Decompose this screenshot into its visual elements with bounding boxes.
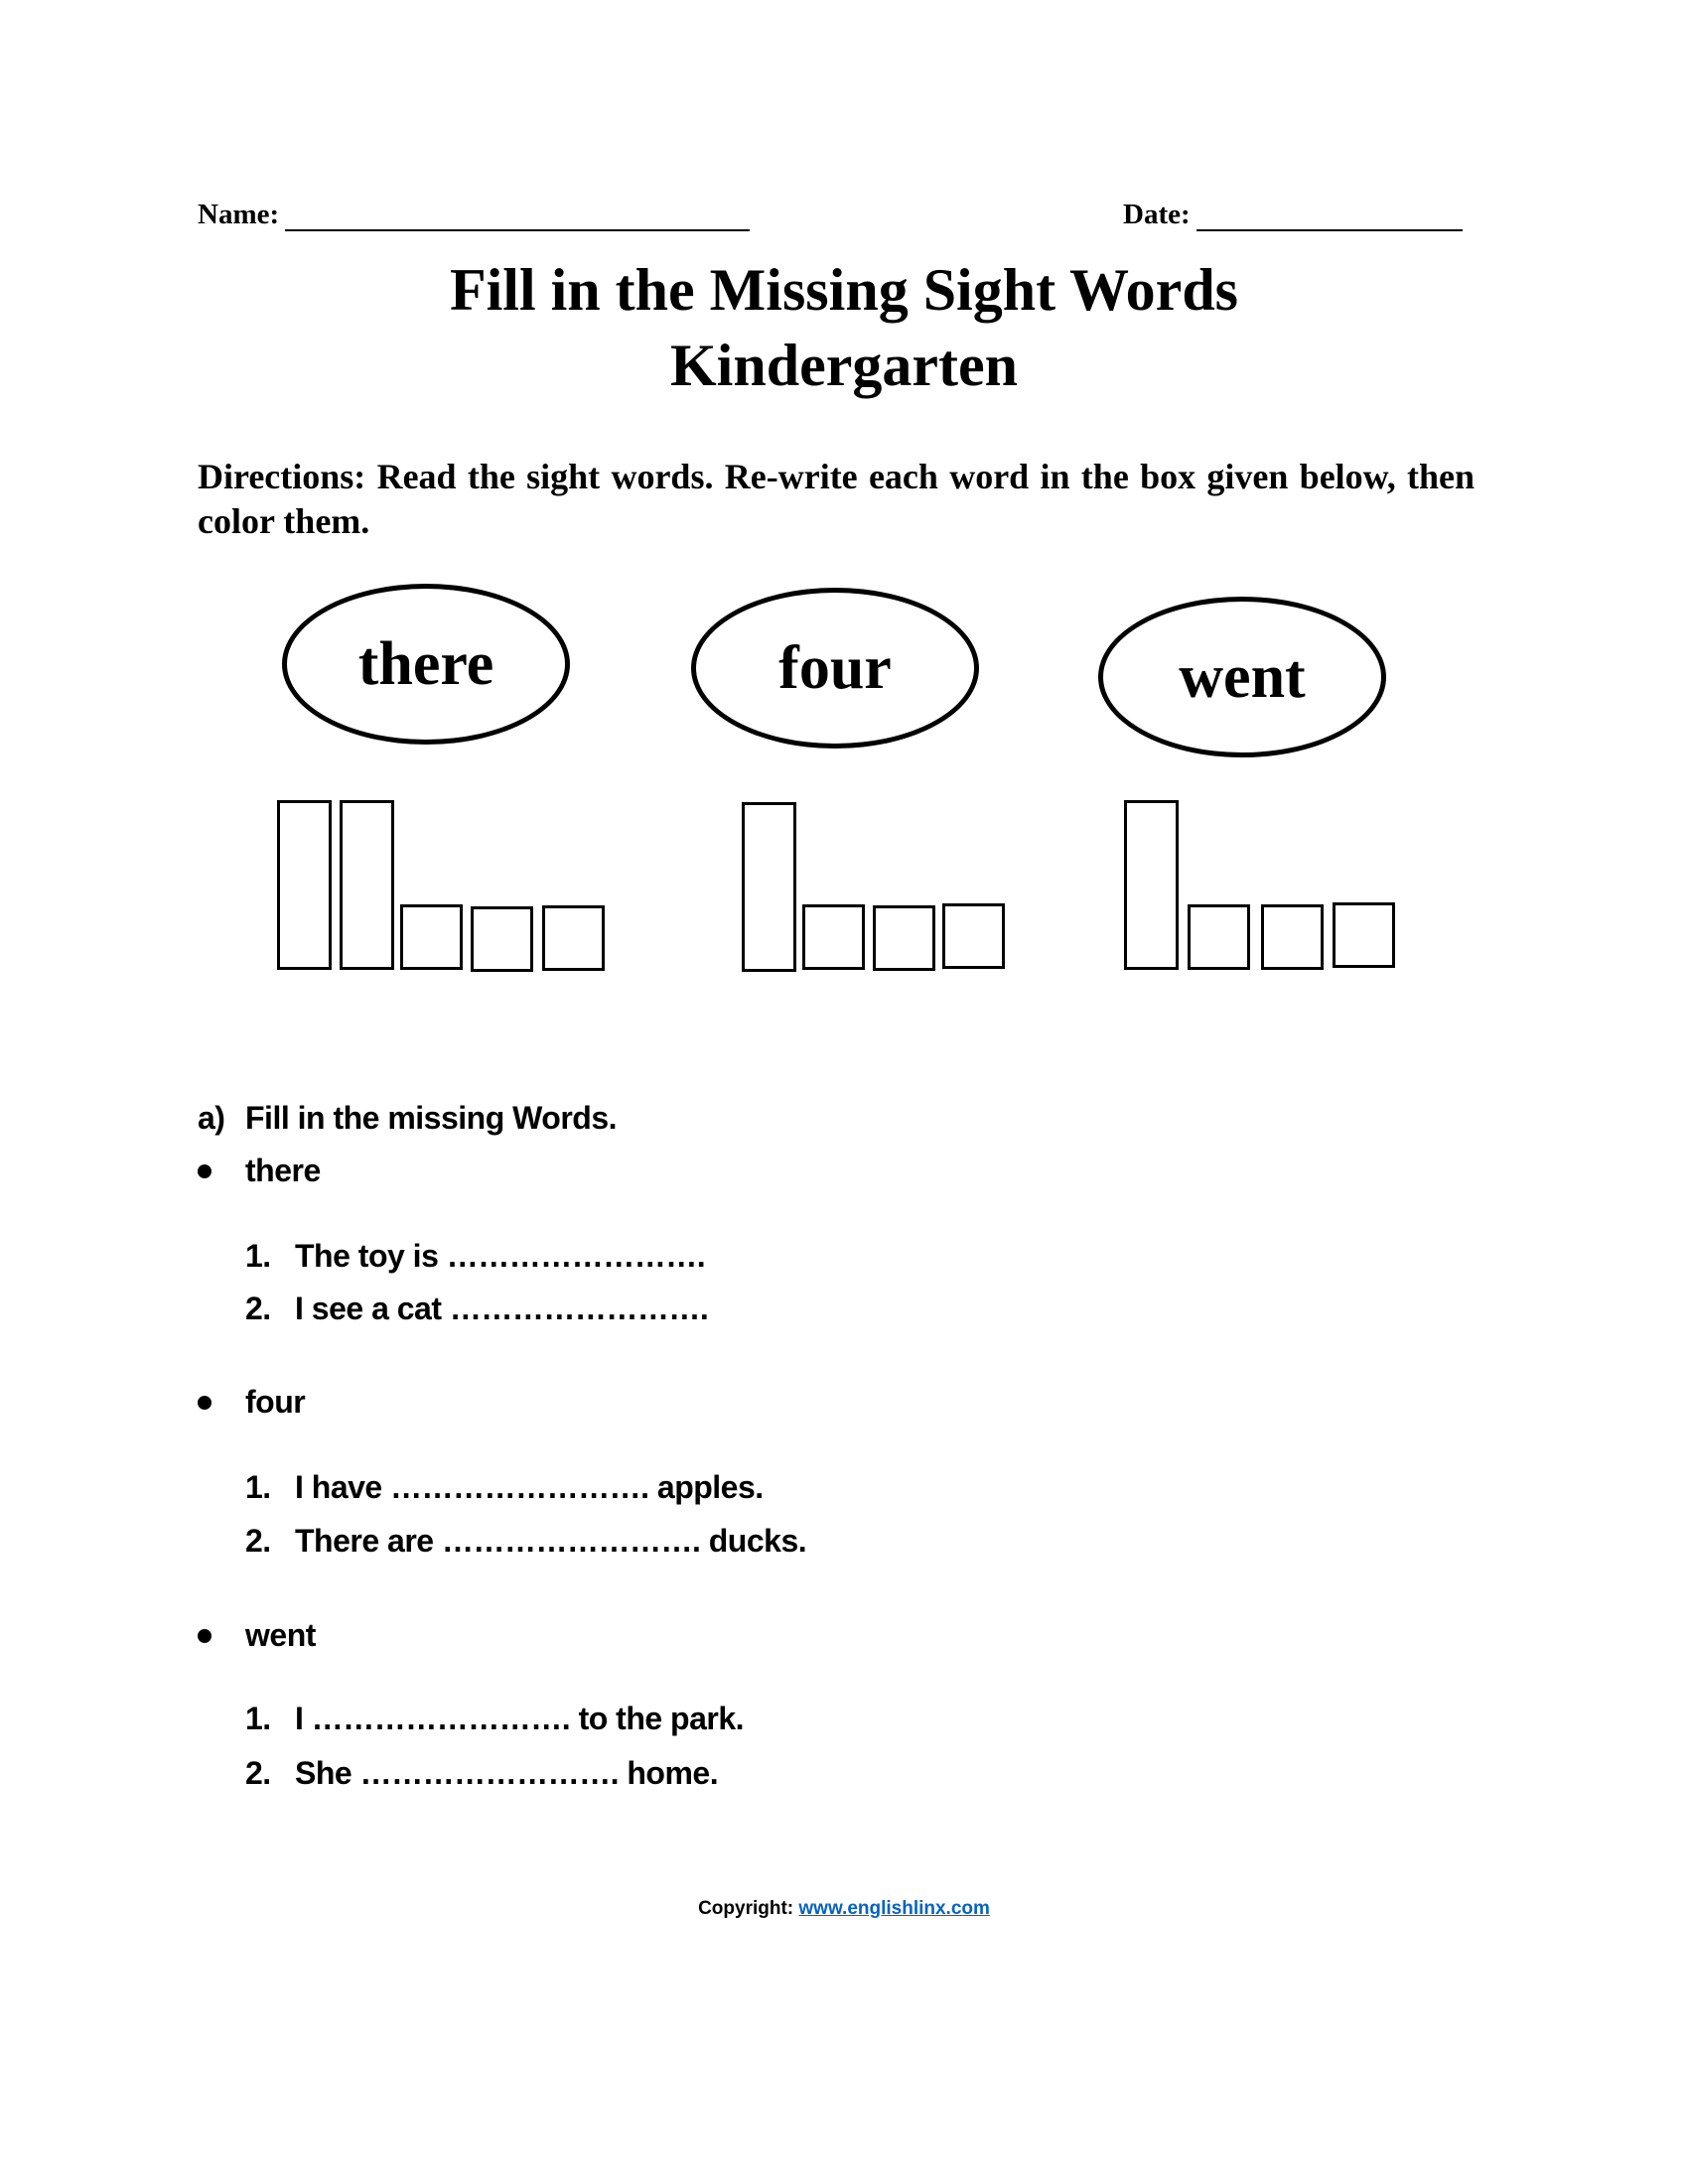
bullet-word-went [245,1617,316,1654]
letter-box[interactable] [1124,800,1179,970]
bullet-word: went [245,1617,316,1653]
directions: Directions: Read the sight words. Re-write each word in the box given below, then color them. [198,457,1475,541]
letter-box[interactable] [277,800,332,970]
name-label: Name: [198,199,280,230]
footer [0,1898,1688,1920]
sight-word: went [1179,642,1306,711]
letter-box[interactable] [340,800,394,970]
sentence [245,1238,940,1275]
date-field[interactable] [1123,199,1463,231]
sight-word: four [778,633,892,702]
letter-box[interactable] [400,904,463,970]
copyright-link[interactable]: www.englishlinx.com [798,1898,990,1919]
name-field[interactable] [198,199,750,231]
bullet-icon [198,1629,211,1643]
page-title: Fill in the Missing Sight Words [449,257,1239,323]
sentence-text: There are ……………………. ducks. [295,1523,807,1559]
exercise-heading: Fill in the missing Words. [245,1100,617,1136]
letter-box[interactable] [1333,902,1395,968]
letter-box[interactable] [1261,904,1324,970]
sentence-text: The toy is ……………………. [295,1238,706,1274]
bullet-word: four [245,1384,306,1420]
item-number: 2. [245,1755,271,1791]
bullet-icon [198,1164,211,1178]
sight-word-oval-four [691,588,979,749]
sentence [245,1523,1040,1560]
item-number: 1. [245,1238,271,1274]
item-number: 2. [245,1291,271,1326]
letter-box[interactable] [942,903,1005,969]
item-number: 2. [245,1523,271,1559]
sentence-text: I ……………………. to the park. [295,1701,745,1736]
bullet-word-there [245,1153,321,1189]
date-label: Date: [1123,199,1191,230]
letter-box[interactable] [471,906,533,972]
sight-word-oval-there [282,584,570,745]
bullet-word: there [245,1153,321,1188]
letter-box[interactable] [742,802,796,972]
letter-box[interactable] [802,904,865,970]
letter-box[interactable] [873,905,935,971]
sentence-text: I see a cat ……………………. [295,1291,709,1326]
sentence [245,1755,1040,1792]
exercise-label: a) [198,1100,225,1136]
name-line[interactable] [285,204,750,231]
page-subtitle: Kindergarten [670,333,1018,398]
sight-word-oval-went [1098,597,1386,757]
sight-word: there [357,629,494,698]
sentence [245,1291,940,1327]
letter-box[interactable] [542,905,605,971]
sentence [245,1701,1040,1737]
copyright-label: Copyright: [698,1898,794,1919]
item-number: 1. [245,1701,271,1736]
bullet-word-four [245,1384,305,1421]
item-number: 1. [245,1469,271,1505]
date-line[interactable] [1196,204,1463,231]
letter-box[interactable] [1188,904,1250,970]
sentence-text: I have ……………………. apples. [295,1469,764,1505]
bullet-icon [198,1396,211,1410]
sentence-text: She ……………………. home. [295,1755,719,1791]
sentence [245,1469,1040,1506]
